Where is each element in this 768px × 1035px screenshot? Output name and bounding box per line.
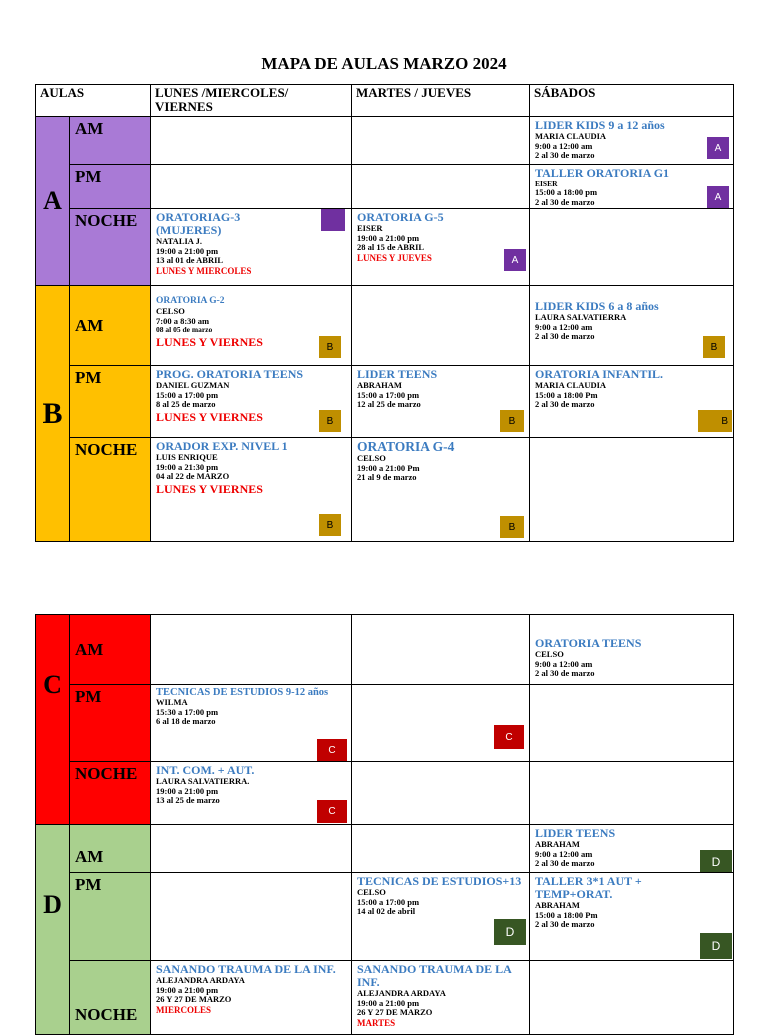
course-title: ORATORIA G-5 [357, 210, 444, 224]
days-text: MARTES [357, 1017, 396, 1028]
cell-d-pm-mj [352, 873, 530, 961]
dates: 28 al 15 de ABRIL [357, 242, 425, 252]
cell-b-pm-lmv [151, 366, 352, 438]
cell-b-noche-mj [352, 438, 530, 542]
schedule: 15:00 a 18:00 pm [535, 187, 598, 197]
course-title: SANANDO TRAUMA DE LA INF. [156, 962, 336, 976]
cell-d-pm-lmv [151, 873, 352, 961]
badge-b: B [319, 410, 341, 432]
schedule: 19:00 a 21:00 pm [156, 245, 219, 256]
course-title: ORATORIAG-3 (MUJERES) [156, 210, 241, 237]
badge-c: C [317, 800, 347, 823]
schedule: 15:00 a 17:00 pm [357, 896, 420, 907]
teacher: DANIEL GUZMAN [156, 380, 230, 390]
badge-a: A [707, 186, 729, 208]
teacher: NATALIA J. [156, 236, 202, 246]
cell-d-pm-sab [530, 873, 734, 961]
schedule: 15:00 a 17:00 pm [156, 389, 219, 400]
dates: 6 al 18 de marzo [156, 716, 216, 726]
schedule: 9:00 a 12:00 am [535, 848, 593, 859]
course-title: TECNICAS DE ESTUDIOS+13 [357, 874, 522, 888]
group-d-letter: D [43, 889, 62, 919]
cell-b-am-sab [530, 286, 734, 366]
dates: 8 al 25 de marzo [156, 399, 216, 409]
dates: 2 al 30 de marzo [535, 668, 595, 678]
course-title: ORATORIA G-4 [357, 439, 455, 454]
cell-a-noche-lmv [151, 209, 352, 286]
course-title: ORADOR EXP. NIVEL 1 [156, 439, 288, 453]
cell-a-noche-mj [352, 209, 530, 286]
cell-a-am-mj [352, 117, 530, 165]
teacher: WILMA [156, 697, 188, 707]
teacher: ALEJANDRA ARDAYA [156, 975, 245, 985]
header-lmv: LUNES /MIERCOLES/ VIERNES [151, 84, 352, 117]
schedule: 19:00 a 21:00 pm [156, 785, 219, 796]
teacher: ABRAHAM [357, 380, 402, 390]
cell-a-pm-lmv [151, 165, 352, 209]
teacher: CELSO [156, 306, 185, 316]
cell-c-am-lmv [151, 614, 352, 685]
dates: 26 Y 27 DE MARZO [156, 994, 232, 1004]
schedule: 19:00 a 21:00 pm [156, 984, 219, 995]
teacher: CELSO [357, 887, 386, 897]
badge-d: D [700, 850, 732, 873]
dates: 08 al 05 de marzo [156, 325, 213, 334]
badge-a: A [504, 249, 526, 271]
group-c-label [35, 614, 70, 825]
cell-b-noche-lmv [151, 438, 352, 542]
group-c-letter: C [43, 669, 62, 699]
badge-c: C [317, 739, 347, 762]
badge-b: B [500, 516, 524, 538]
teacher: MARIA CLAUDIA [535, 380, 607, 390]
teacher: CELSO [357, 453, 386, 463]
dates: 14 al 02 de abril [357, 906, 416, 916]
header-sab: SÁBADOS [530, 84, 734, 117]
schedule: 15:30 a 17:00 pm [156, 706, 219, 717]
cell-c-pm-mj [352, 685, 530, 762]
badge-b: B [319, 336, 341, 358]
slot-b-am: AM [70, 286, 151, 366]
schedule: 19:00 a 21:00 pm [357, 997, 420, 1008]
group-b-label: B [35, 286, 70, 542]
course-title: LIDER TEENS [535, 826, 616, 840]
dates: 26 Y 27 DE MARZO [357, 1007, 433, 1017]
teacher: LAURA SALVATIERRA [535, 312, 627, 322]
cell-b-pm-sab [530, 366, 734, 438]
teacher: LUIS ENRIQUE [156, 452, 218, 462]
schedule: 19:00 a 21:30 pm [156, 461, 219, 472]
schedule: 9:00 a 12:00 am [535, 658, 593, 669]
cell-a-pm-sab [530, 165, 734, 209]
slot-b-pm: PM [70, 366, 151, 438]
slot-c-am: AM [70, 614, 151, 685]
cell-c-am-sab [530, 614, 734, 685]
teacher: ALEJANDRA ARDAYA [357, 988, 446, 998]
cell-b-am-mj [352, 286, 530, 366]
cell-a-pm-mj [352, 165, 530, 209]
cell-c-pm-sab [530, 685, 734, 762]
course-title: PROG. ORATORIA TEENS [156, 367, 304, 381]
cell-c-noche-lmv [151, 762, 352, 825]
dates: 2 al 30 de marzo [535, 399, 595, 409]
badge-d: D [700, 933, 732, 959]
badge-b: B [319, 514, 341, 536]
cell-b-am-lmv [151, 286, 352, 366]
cell-b-noche-sab [530, 438, 734, 542]
group-a-label: A [35, 117, 70, 286]
schedule: 7:00 a 8:30 am [156, 315, 210, 326]
slot-c-pm: PM [70, 685, 151, 762]
cell-d-am-sab [530, 825, 734, 873]
dates: 2 al 30 de marzo [535, 858, 595, 868]
cell-b-pm-mj [352, 366, 530, 438]
slot-d-pm: PM [70, 873, 151, 961]
teacher: EISER [357, 223, 383, 233]
course-title: LIDER KIDS 9 a 12 años [535, 118, 665, 132]
course-title: LIDER KIDS 6 a 8 años [535, 299, 659, 313]
schedule: 15:00 a 17:00 pm [357, 389, 420, 400]
badge-b: B [500, 410, 524, 432]
dates: 2 al 30 de marzo [535, 150, 595, 160]
slot-a-pm: PM [70, 165, 151, 209]
cell-d-am-lmv [151, 825, 352, 873]
badge-c: C [494, 725, 524, 749]
days-text: LUNES Y VIERNES [156, 334, 263, 349]
days-text: LUNES Y VIERNES [156, 409, 263, 424]
days-text: LUNES Y VIERNES [156, 481, 263, 496]
cell-c-pm-lmv [151, 685, 352, 762]
header-aulas: AULAS [35, 84, 151, 117]
dates: 04 al 22 de MARZO [156, 471, 230, 481]
course-title: SANANDO TRAUMA DE LA INF. [357, 962, 512, 989]
badge-a: A [707, 137, 729, 159]
page-title: MAPA DE AULAS MARZO 2024 [261, 54, 507, 73]
cell-a-am-lmv [151, 117, 352, 165]
slot-a-am: AM [70, 117, 151, 165]
schedule: 9:00 a 12:00 am [535, 321, 593, 332]
course-title: ORATORIA INFANTIL. [535, 367, 664, 381]
schedule: 19:00 a 21:00 Pm [357, 462, 420, 473]
teacher: ABRAHAM [535, 839, 580, 849]
dates: 2 al 30 de marzo [535, 331, 595, 341]
schedule: 9:00 a 12:00 am [535, 140, 593, 151]
dates: 13 al 01 de ABRIL [156, 255, 224, 265]
slot-d-noche: NOCHE [70, 961, 151, 1035]
dates: 21 al 9 de marzo [357, 472, 417, 482]
slot-b-noche: NOCHE [70, 438, 151, 542]
schedule: 15:00 a 18:00 Pm [535, 909, 598, 920]
dates: 13 al 25 de marzo [156, 795, 220, 805]
group-d-label [35, 825, 70, 1035]
cell-c-noche-sab [530, 762, 734, 825]
teacher: ABRAHAM [535, 900, 580, 910]
dates: 2 al 30 de marzo [535, 919, 595, 929]
days-text: MIERCOLES [156, 1004, 212, 1015]
dates: 12 al 25 de marzo [357, 399, 421, 409]
cell-c-noche-mj [352, 762, 530, 825]
course-title: INT. COM. + AUT. [156, 763, 255, 777]
slot-a-noche: NOCHE [70, 209, 151, 286]
slot-d-am: AM [70, 825, 151, 873]
teacher: CELSO [535, 649, 564, 659]
teacher: MARIA CLAUDIA [535, 131, 607, 141]
schedule: 19:00 a 21:00 pm [357, 232, 420, 243]
days-text: LUNES Y JUEVES [357, 252, 432, 263]
badge-a-blank [321, 209, 345, 231]
course-title: TALLER ORATORIA G1 [535, 166, 670, 180]
days-text: LUNES Y MIERCOLES [156, 265, 252, 276]
teacher: EISER [535, 179, 558, 188]
header-mj: MARTES / JUEVES [352, 84, 530, 117]
badge-b: B [698, 410, 732, 432]
dates: 2 al 30 de marzo [535, 196, 595, 207]
cell-a-am-sab [530, 117, 734, 165]
teacher: LAURA SALVATIERRA. [156, 776, 250, 786]
badge-b: B [703, 336, 725, 358]
course-title: TECNICAS DE ESTUDIOS 9-12 años [156, 687, 329, 698]
cell-d-am-mj [352, 825, 530, 873]
cell-c-am-mj [352, 614, 530, 685]
course-title: LIDER TEENS [357, 367, 438, 381]
course-title: ORATORIA G-2 [156, 296, 225, 306]
course-title: TALLER 3*1 AUT + TEMP+ORAT. [535, 874, 642, 901]
cell-a-noche-sab [530, 209, 734, 286]
schedule: 15:00 a 18:00 Pm [535, 389, 598, 400]
course-title: ORATORIA TEENS [535, 636, 642, 650]
badge-d: D [494, 919, 526, 945]
slot-c-noche: NOCHE [70, 762, 151, 825]
